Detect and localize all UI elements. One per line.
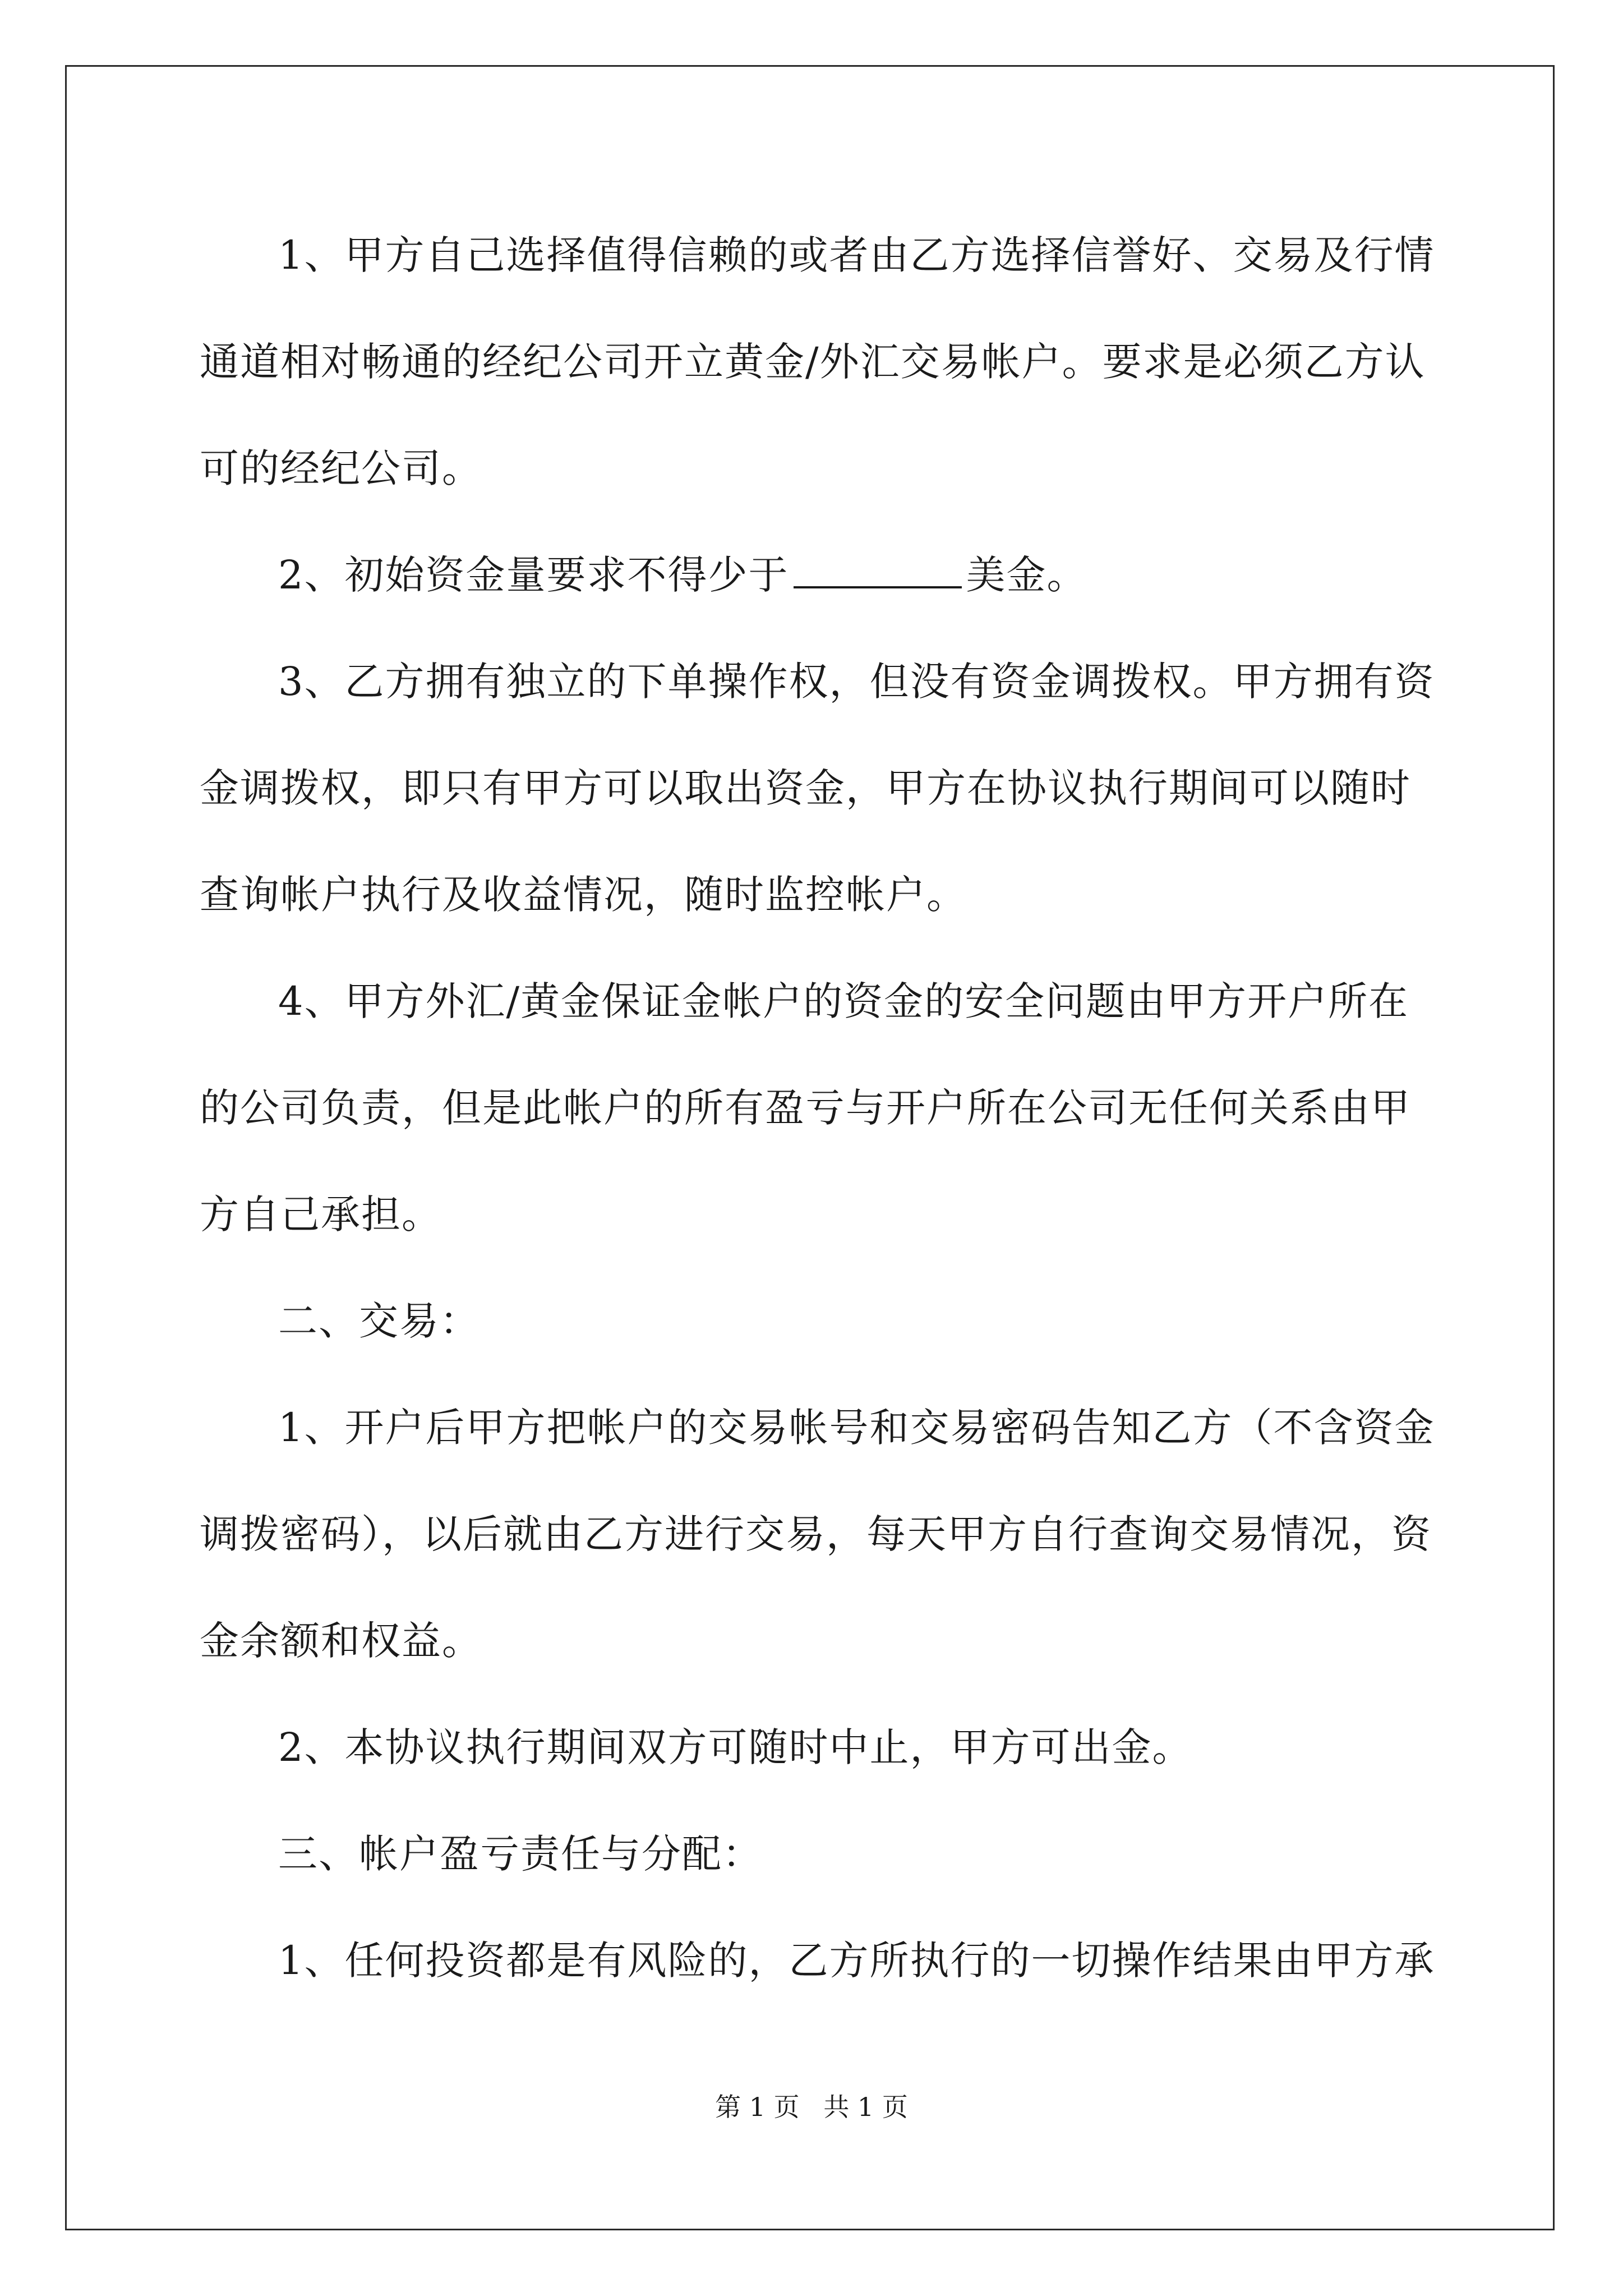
paragraph-line: 1、甲方自己选择值得信赖的或者由乙方选择信誉好、交易及行情 (278, 232, 1435, 278)
fill-in-blank (794, 554, 962, 588)
paragraph-line: 调拨密码），以后就由乙方进行交易，每天甲方自行查询交易情况，资 (200, 1511, 1432, 1557)
paragraph-line: 的公司负责，但是此帐户的所有盈亏与开户所在公司无任何关系由甲 (200, 1085, 1411, 1131)
section-heading: 二、交易： (278, 1298, 480, 1344)
section-heading: 三、帐户盈亏责任与分配： (278, 1831, 763, 1877)
paragraph-line: 3、乙方拥有独立的下单操作权，但没有资金调拨权。甲方拥有资 (278, 659, 1435, 705)
paragraph-line: 金调拨权，即只有甲方可以取出资金，甲方在协议执行期间可以随时 (200, 765, 1411, 811)
page-footer (0, 2087, 1623, 2124)
paragraph-line: 2、本协议执行期间双方可随时中止，甲方可出金。 (278, 1724, 1193, 1770)
page-total: 共 1 页 (823, 2092, 908, 2122)
paragraph-line: 可的经纪公司。 (200, 445, 482, 491)
clause-text: 美金。 (966, 552, 1087, 598)
paragraph-line: 金余额和权益。 (200, 1618, 482, 1664)
paragraph-line: 查询帐户执行及收益情况，随时监控帐户。 (200, 872, 967, 918)
paragraph-line: 通道相对畅通的经纪公司开立黄金/外汇交易帐户。要求是必须乙方认 (200, 339, 1426, 385)
paragraph-line: 1、开户后甲方把帐户的交易帐号和交易密码告知乙方（不含资金 (278, 1405, 1435, 1451)
paragraph-line: 方自己承担。 (200, 1191, 442, 1237)
clause-text: 2、初始资金量要求不得少于 (278, 552, 789, 598)
paragraph-line (200, 522, 1422, 628)
paragraph-line: 1、任何投资都是有风险的，乙方所执行的一切操作结果由甲方承 (278, 1938, 1435, 1984)
paragraph-line: 4、甲方外汇/黄金保证金帐户的资金的安全问题由甲方开户所在 (278, 978, 1409, 1024)
page-number: 第 1 页 (715, 2092, 800, 2122)
document-body (200, 202, 1435, 2014)
